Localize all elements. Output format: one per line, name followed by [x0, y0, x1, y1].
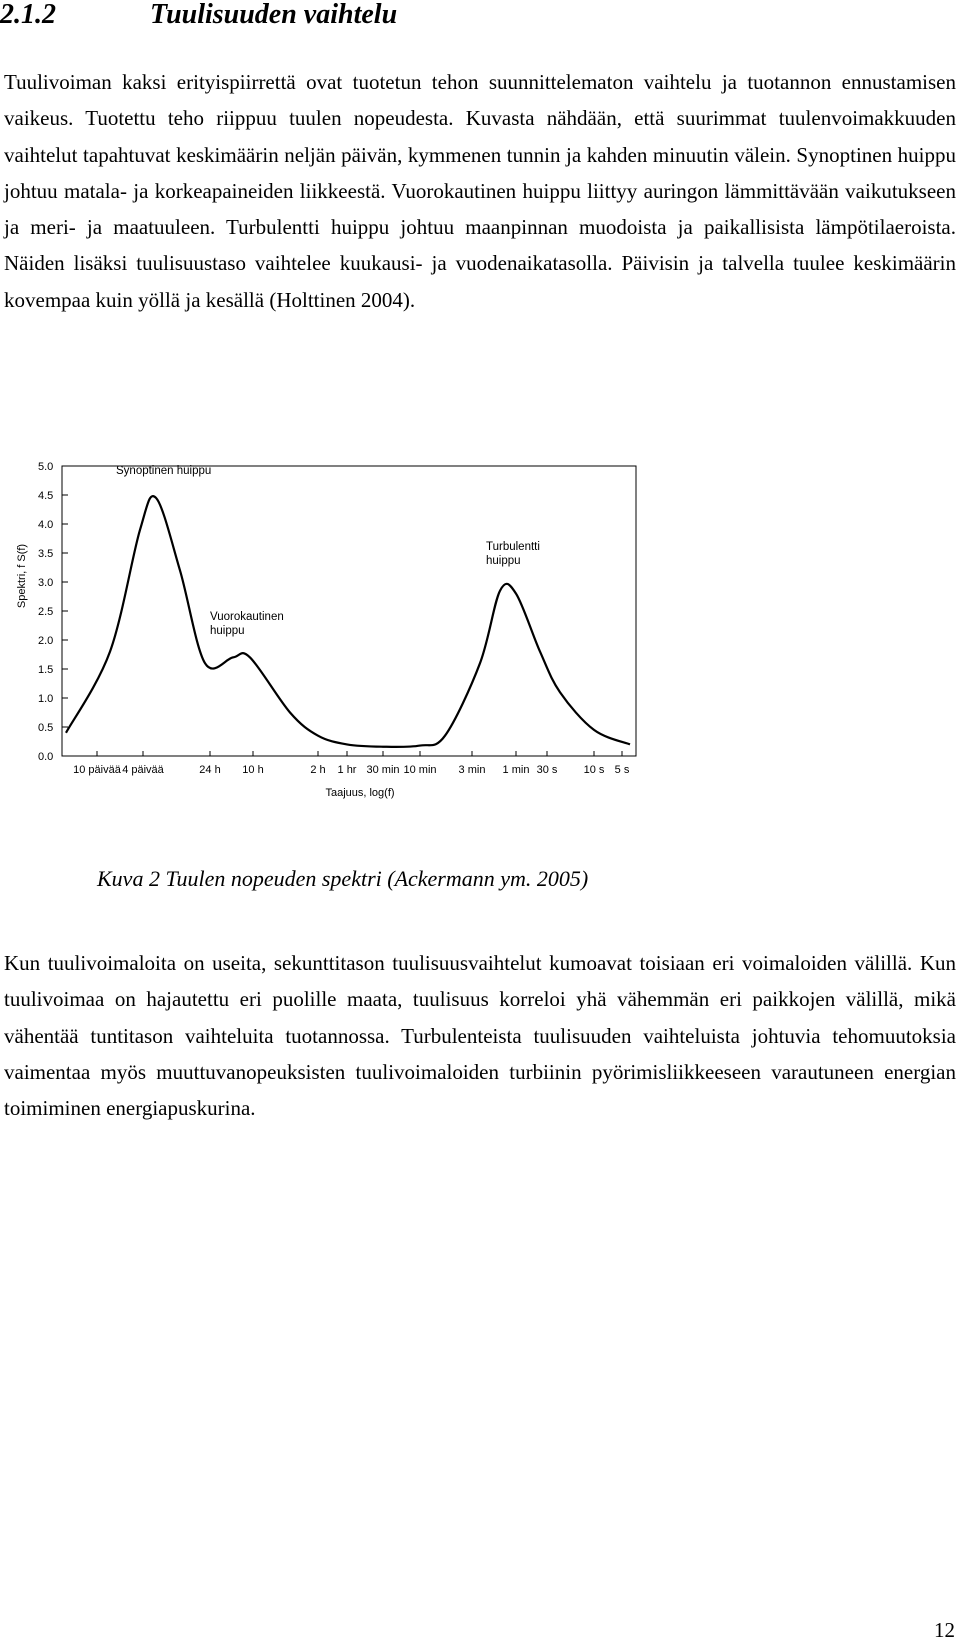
x-tick-label: 10 s [583, 764, 605, 776]
y-axis-label: Spektri, f S(f) [16, 543, 28, 609]
y-tick-label: 2.5 [38, 606, 54, 618]
y-tick-label: 3.0 [38, 577, 54, 589]
y-tick-label: 0.0 [38, 751, 54, 763]
plot-frame [62, 466, 636, 756]
y-tick-label: 2.0 [38, 635, 54, 647]
section-number: 2.1.2 [0, 0, 56, 30]
x-tick-label: 30 s [536, 764, 558, 776]
peak-annotation: Vuorokautinen [210, 611, 284, 623]
y-tick-label: 1.0 [38, 693, 54, 705]
x-axis-label: Taajuus, log(f) [325, 787, 395, 799]
paragraph-1: Tuulivoiman kaksi erityispiirrettä ovat tuotetun tehon suunnittelematon vaihtelu ja tuotannon ennustamisen vaikeus. Tuotettu teho riippuu tuulen nopeudesta. Kuvasta nähdään, että suurimmat tuulenvoimakkuuden vaihtelut tapahtuvat keskimäärin neljän päivän, kymmenen tunnin ja kahden minuutin välein. Synoptinen huippu johtuu matala- ja korkeapaineiden liikkeestä. Vuorokautinen huippu liittyy auringon lämmittävään vaikutukseen ja meri- ja maatuuleen. Turbulentti huippu johtuu maanpinnan muodoista ja paikallisista lämpötilaeroista. Näiden lisäksi tuulisuustaso vaihtelee kuukausi- ja vuodenaikatasolla. Päivisin ja talvella tuulee keskimäärin kovempaa kuin yöllä ja kesällä (Holttinen 2004). [4, 70, 956, 312]
spectrum-line [66, 496, 630, 747]
wind-spectrum-chart [0, 458, 700, 858]
x-tick-label: 1 min [502, 764, 530, 776]
peak-annotation: huippu [486, 555, 521, 567]
peak-annotation: Turbulentti [486, 541, 540, 553]
page-number: 12 [934, 1618, 955, 1642]
section-title: Tuulisuuden vaihtelu [150, 0, 398, 30]
x-tick-label: 10 päivää [73, 764, 121, 776]
x-tick-label: 2 h [310, 764, 326, 776]
x-tick-label: 4 päivää [122, 764, 164, 776]
section-heading [0, 0, 397, 30]
y-tick-label: 4.5 [38, 490, 54, 502]
y-tick-label: 1.5 [38, 664, 54, 676]
peak-annotation: huippu [210, 625, 245, 637]
y-tick-label: 3.5 [38, 548, 54, 560]
peak-annotation: Synoptinen huippu [116, 465, 212, 477]
y-tick-label: 4.0 [38, 519, 54, 531]
x-tick-label: 24 h [199, 764, 221, 776]
x-tick-label: 10 h [242, 764, 264, 776]
x-tick-label: 3 min [458, 764, 486, 776]
y-tick-label: 5.0 [38, 461, 54, 473]
y-tick-label: 0.5 [38, 722, 54, 734]
paragraph-2: Kun tuulivoimaloita on useita, sekunttitason tuulisuusvaihtelut kumoavat toisiaan eri voimaloiden välillä. Kun tuulivoimaa on hajautettu eri puolille maata, tuulisuus korreloi yhä vähemmän eri paikkojen välillä, mikä vähentää tuntitason vaihteluita tuotannossa. Turbulenteista tuulisuuden vaihteluista johtuvia tehomuutoksia vaimentaa myös muuttuvanopeuksisten tuulivoimaloiden turbiinin pyörimisliikkeeseen varautuneen energian toimiminen energiapuskurina. [4, 951, 956, 1121]
x-tick-label: 30 min [366, 764, 400, 776]
figure-caption: Kuva 2 Tuulen nopeuden spektri (Ackermann ym. 2005) [97, 866, 589, 891]
x-tick-label: 1 hr [337, 764, 357, 776]
x-tick-label: 10 min [403, 764, 437, 776]
x-tick-label: 5 s [614, 764, 630, 776]
